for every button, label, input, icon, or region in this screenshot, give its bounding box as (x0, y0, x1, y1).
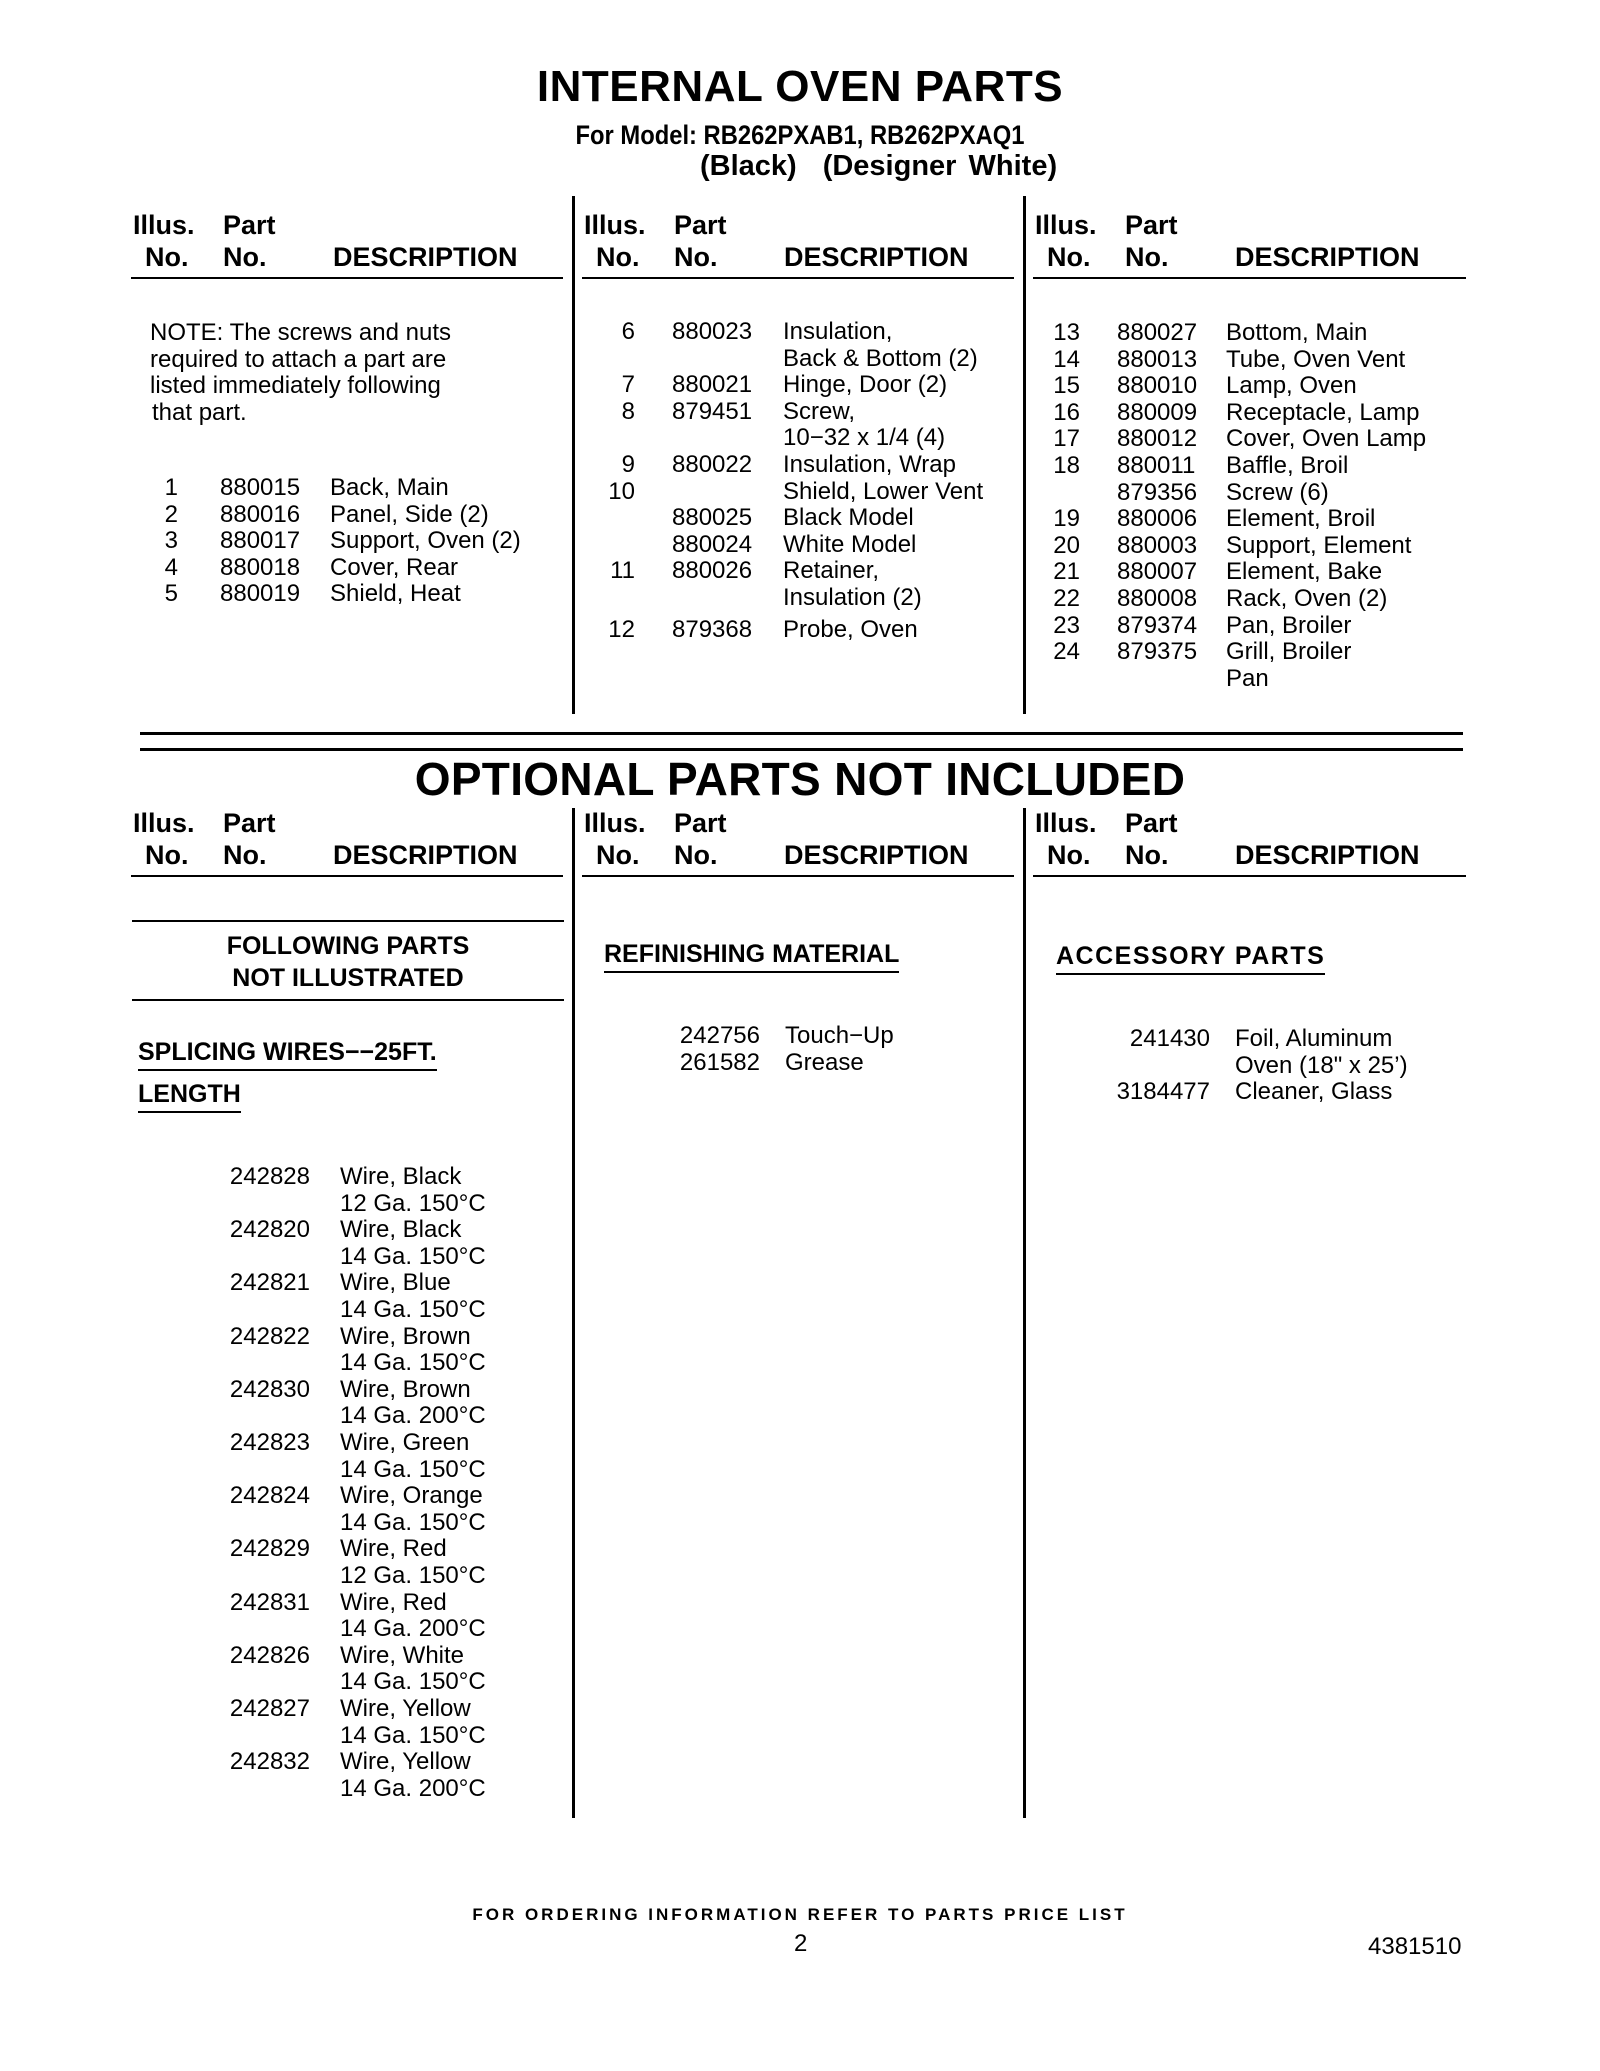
header-part: Part (1125, 210, 1178, 240)
part-description: Wire, White (340, 1641, 465, 1669)
part-number: 880025 (672, 504, 753, 532)
header-part: Part (223, 808, 276, 838)
part-number: 242827 (229, 1695, 310, 1722)
part-description: Wire, Red (340, 1588, 447, 1616)
part-description: 14 Ga. 200°C (340, 1615, 486, 1643)
header-no: No. (223, 242, 267, 272)
column-divider (572, 196, 575, 714)
part-number: 880015 (220, 474, 301, 501)
part-number: 242822 (229, 1322, 310, 1350)
part-description: 10−32 x 1/4 (4) (783, 424, 946, 452)
column-header (1035, 808, 1475, 872)
header-part: Part (223, 210, 276, 240)
header-no: No. (596, 242, 640, 272)
part-number: 880017 (220, 527, 301, 555)
illus-number: 10 (608, 477, 635, 505)
header-no: No. (1125, 242, 1169, 272)
part-description: Wire, Orange (340, 1482, 483, 1510)
part-number: 880027 (1117, 319, 1198, 346)
illus-number: 6 (621, 318, 635, 345)
part-description: Grill, Broiler (1226, 638, 1352, 666)
illus-number: 4 (164, 553, 178, 581)
header-part: Part (674, 210, 727, 240)
part-description: Screw (6) (1226, 478, 1329, 506)
part-description: Pan, Broiler (1226, 611, 1352, 639)
color-variants (700, 150, 1083, 183)
part-number: 880012 (1117, 425, 1198, 453)
splicing-wires-heading-2: LENGTH (138, 1080, 241, 1109)
splicing-wires-heading: SPLICING WIRES−−25FT. (138, 1038, 437, 1067)
header-illus: Illus. (584, 808, 646, 838)
part-number: 880011 (1117, 452, 1196, 479)
part-description: 14 Ga. 150°C (340, 1668, 486, 1696)
part-description: Wire, Black (340, 1163, 462, 1190)
header-no: No. (223, 840, 267, 870)
part-description: Screw, (783, 397, 856, 425)
illus-number: 22 (1053, 585, 1080, 612)
header-no: No. (674, 242, 718, 272)
header-part: Part (674, 808, 727, 838)
part-description: Wire, Yellow (340, 1695, 471, 1722)
page-number: 2 (794, 1930, 808, 1957)
header-no: No. (1047, 242, 1091, 272)
illus-number: 19 (1053, 505, 1080, 533)
part-description: 14 Ga. 150°C (340, 1508, 486, 1536)
part-description: Insulation (2) (783, 584, 922, 611)
illus-number: 3 (164, 527, 178, 555)
part-number: 242823 (229, 1429, 310, 1456)
illus-number: 5 (164, 580, 178, 608)
part-number: 880022 (672, 451, 753, 478)
column-divider (1023, 808, 1026, 1818)
part-description: Hinge, Door (2) (783, 371, 948, 399)
header-description: DESCRIPTION (1235, 840, 1420, 870)
header-underline (582, 277, 1014, 279)
part-number: 880024 (672, 530, 753, 558)
part-number: 242829 (229, 1535, 310, 1563)
illus-number: 1 (164, 474, 178, 501)
part-description: 14 Ga. 150°C (340, 1296, 486, 1323)
part-description: 14 Ga. 150°C (340, 1349, 486, 1377)
note-text: NOTE: The screws and nuts required to attach a part are listed immediately following that part. (150, 319, 452, 426)
illus-number: 17 (1053, 425, 1080, 453)
part-description: Wire, Blue (340, 1269, 451, 1297)
part-description: Pan (1226, 664, 1269, 692)
part-description: Cleaner, Glass (1235, 1078, 1393, 1106)
header-no: No. (1125, 840, 1169, 870)
header-no: No. (674, 840, 718, 870)
part-description: Foil, Aluminum (1235, 1025, 1393, 1052)
header-part: Part (1125, 808, 1178, 838)
model-line: For Model: RB262PXAB1, RB262PXAQ1 (575, 120, 1025, 150)
part-description: Wire, Yellow (340, 1748, 471, 1776)
column-header (133, 210, 573, 274)
illus-number: 21 (1053, 558, 1080, 586)
header-description: DESCRIPTION (1235, 242, 1420, 272)
header-underline (1033, 277, 1466, 279)
illus-number: 11 (610, 557, 635, 585)
optional-parts-title: OPTIONAL PARTS NOT INCLUDED (414, 753, 1186, 805)
accessory-heading: ACCESSORY PARTS (1056, 942, 1325, 971)
part-description: Back, Main (330, 474, 449, 501)
part-number: 880021 (672, 371, 753, 399)
part-description: Support, Oven (2) (330, 527, 521, 555)
column-header (584, 808, 1024, 872)
illus-number: 15 (1053, 372, 1080, 400)
header-no: No. (145, 840, 189, 870)
header-no: No. (1047, 840, 1091, 870)
refinishing-heading: REFINISHING MATERIAL (604, 940, 899, 969)
part-description: Touch−Up (785, 1022, 894, 1049)
part-description: Panel, Side (2) (330, 500, 489, 528)
part-description: Baffle, Broil (1226, 452, 1349, 479)
part-number: 242820 (229, 1216, 310, 1244)
illus-number: 12 (608, 615, 635, 643)
part-number: 879356 (1117, 478, 1198, 506)
part-description: Cover, Rear (330, 553, 459, 581)
part-number: 880026 (672, 557, 753, 585)
illus-number: 23 (1053, 611, 1080, 639)
column-header (584, 210, 1024, 274)
part-description: Wire, Brown (340, 1322, 471, 1350)
following-parts-heading: FOLLOWING PARTS NOT ILLUSTRATED (226, 932, 470, 992)
part-description: Oven (18" x 25’) (1235, 1051, 1408, 1079)
part-description: Black Model (783, 504, 914, 532)
header-description: DESCRIPTION (784, 242, 969, 272)
part-description: Receptacle, Lamp (1226, 398, 1420, 426)
part-number: 242831 (229, 1588, 310, 1616)
part-description: 12 Ga. 150°C (340, 1189, 486, 1217)
box-rule (132, 920, 564, 922)
part-description: 14 Ga. 200°C (340, 1774, 486, 1802)
header-description: DESCRIPTION (784, 840, 969, 870)
part-number: 880023 (672, 318, 753, 345)
illus-number: 24 (1053, 638, 1080, 666)
part-number: 880010 (1117, 372, 1198, 400)
illus-number: 2 (164, 500, 178, 528)
part-description: Wire, Green (340, 1429, 470, 1456)
document-number: 4381510 (1368, 1933, 1462, 1960)
header-underline (582, 875, 1014, 877)
part-description: White Model (783, 530, 917, 558)
part-number: 241430 (1129, 1025, 1210, 1052)
column-divider (572, 808, 575, 1818)
part-description: 14 Ga. 200°C (340, 1402, 486, 1430)
part-description: Tube, Oven Vent (1226, 345, 1406, 373)
part-description: Back & Bottom (2) (783, 344, 978, 372)
header-illus: Illus. (1035, 210, 1097, 240)
column-header (1035, 210, 1475, 274)
column-header (133, 808, 573, 872)
illus-number: 13 (1053, 319, 1080, 346)
header-description: DESCRIPTION (333, 840, 518, 870)
part-description: Bottom, Main (1226, 319, 1368, 346)
header-description: DESCRIPTION (333, 242, 518, 272)
part-number: 242832 (229, 1748, 310, 1776)
part-description: 12 Ga. 150°C (340, 1562, 486, 1589)
part-number: 261582 (679, 1048, 760, 1076)
illus-number: 14 (1053, 345, 1080, 373)
header-underline (1033, 875, 1466, 877)
part-description: Wire, Red (340, 1535, 447, 1563)
ordering-info: FOR ORDERING INFORMATION REFER TO PARTS PRICE LIST (472, 1905, 1128, 1924)
part-description: Wire, Brown (340, 1375, 471, 1403)
header-underline (131, 875, 563, 877)
part-number: 880019 (220, 580, 301, 608)
part-description: Support, Element (1226, 531, 1412, 559)
part-number: 242830 (229, 1375, 310, 1403)
part-description: Shield, Lower Vent (783, 477, 984, 505)
part-number: 880003 (1117, 531, 1198, 559)
part-number: 880009 (1117, 398, 1198, 426)
illus-number: 9 (621, 451, 635, 478)
part-number: 242826 (229, 1641, 310, 1669)
part-number: 880013 (1117, 345, 1198, 373)
header-illus: Illus. (1035, 808, 1097, 838)
part-description: Probe, Oven (783, 615, 918, 643)
section-rule (140, 748, 1463, 751)
part-number: 242756 (679, 1022, 760, 1049)
box-rule (132, 999, 564, 1001)
color-black: (Black) (700, 150, 797, 182)
part-description: 14 Ga. 150°C (340, 1455, 486, 1483)
part-description: Grease (785, 1048, 864, 1076)
illus-number: 16 (1053, 398, 1080, 426)
header-illus: Illus. (133, 808, 195, 838)
part-number: 879375 (1117, 638, 1198, 666)
page-title: INTERNAL OVEN PARTS (536, 62, 1064, 111)
part-description: Insulation, Wrap (783, 451, 956, 478)
illus-number: 20 (1053, 531, 1080, 559)
part-number: 880018 (220, 553, 301, 581)
part-number: 242828 (229, 1163, 310, 1190)
part-description: Rack, Oven (2) (1226, 585, 1388, 612)
header-no: No. (145, 242, 189, 272)
part-number: 880006 (1117, 505, 1198, 533)
part-number: 880007 (1117, 558, 1198, 586)
part-number: 880008 (1117, 585, 1198, 612)
part-description: Lamp, Oven (1226, 372, 1357, 400)
illus-number: 8 (621, 397, 635, 425)
part-number: 880016 (220, 500, 301, 528)
illus-number: 18 (1053, 452, 1080, 479)
part-description: Element, Broil (1226, 505, 1376, 533)
part-number: 3184477 (1116, 1078, 1210, 1106)
header-no: No. (596, 840, 640, 870)
column-divider (1023, 196, 1026, 714)
part-description: Shield, Heat (330, 580, 461, 608)
part-description: Cover, Oven Lamp (1226, 425, 1427, 453)
header-underline (131, 277, 563, 279)
part-number: 879374 (1117, 611, 1198, 639)
part-number: 879368 (672, 615, 753, 643)
part-description: 14 Ga. 150°C (340, 1721, 486, 1749)
section-rule (140, 732, 1463, 735)
part-description: Insulation, (783, 318, 893, 345)
header-illus: Illus. (584, 210, 646, 240)
part-description: Retainer, (783, 557, 880, 585)
part-description: Element, Bake (1226, 558, 1383, 586)
color-white: (Designer White) (822, 150, 1058, 182)
part-number: 242821 (229, 1269, 310, 1297)
part-number: 242824 (229, 1482, 310, 1510)
part-description: Wire, Black (340, 1216, 462, 1244)
part-number: 879451 (672, 397, 753, 425)
illus-number: 7 (621, 371, 635, 399)
header-illus: Illus. (133, 210, 195, 240)
part-description: 14 Ga. 150°C (340, 1242, 486, 1270)
